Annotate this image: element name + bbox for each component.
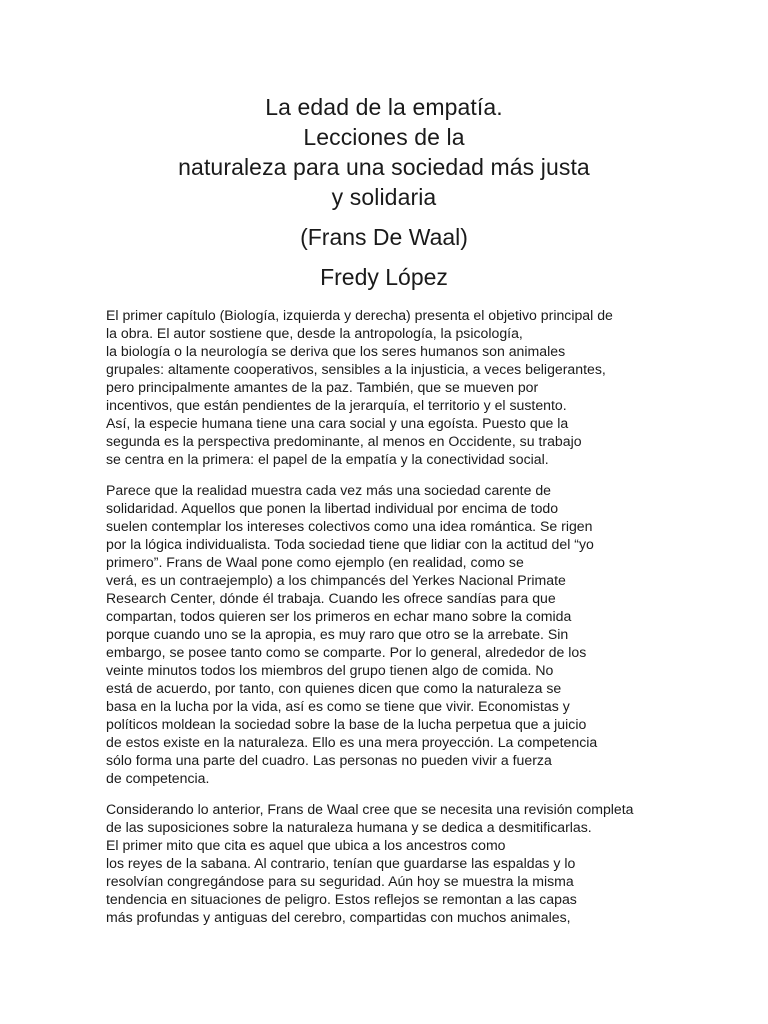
paragraph-line: resolvían congregándose para su seguridad. Aún hoy se muestra la misma <box>106 873 574 889</box>
paragraph-line: de las suposiciones sobre la naturaleza humana y se dedica a desmitificarlas. <box>106 819 592 835</box>
title-line: y solidaria <box>331 184 437 210</box>
paragraph-line: suelen contemplar los intereses colectivos como una idea romántica. Se rigen <box>106 518 593 534</box>
paragraph-line: tendencia en situaciones de peligro. Estos reflejos se remontan a las capas <box>106 891 577 907</box>
paragraph-line: de competencia. <box>106 770 210 786</box>
paragraph-line: se centra en la primera: el papel de la empatía y la conectividad social. <box>106 451 549 467</box>
paragraph-line: incentivos, que están pendientes de la jerarquía, el territorio y el sustento. <box>106 397 567 413</box>
paragraph-line: está de acuerdo, por tanto, con quienes dicen que como la naturaleza se <box>106 680 562 696</box>
paragraph-line: Así, la especie humana tiene una cara social y una egoísta. Puesto que la <box>106 415 569 431</box>
paragraph-line: primero”. Frans de Waal pone como ejemplo (en realidad, como se <box>106 554 524 570</box>
paragraph-line: los reyes de la sabana. Al contrario, tenían que guardarse las espaldas y lo <box>106 855 576 871</box>
paragraph-line: por la lógica individualista. Toda sociedad tiene que lidiar con la actitud del “yo <box>106 536 594 552</box>
title-line: Lecciones de la <box>303 124 465 150</box>
paragraph-line: Considerando lo anterior, Frans de Waal cree que se necesita una revisión completa <box>106 801 634 817</box>
paragraph-line: Parece que la realidad muestra cada vez más una sociedad carente de <box>106 482 552 498</box>
paragraph-line: verá, es un contraejemplo) a los chimpancés del Yerkes Nacional Primate <box>106 572 566 588</box>
title-line: La edad de la empatía. <box>265 94 503 120</box>
paragraph-line: solidaridad. Aquellos que ponen la libertad individual por encima de todo <box>106 500 559 516</box>
body-text <box>106 306 666 939</box>
paragraph <box>106 800 666 926</box>
paragraph-line: segunda es la perspectiva predominante, al menos en Occidente, su trabajo <box>106 433 582 449</box>
paragraph-line: El primer mito que cita es aquel que ubica a los ancestros como <box>106 837 506 853</box>
paragraph-line: Research Center, dónde él trabaja. Cuando les ofrece sandías para que <box>106 590 556 606</box>
paragraph-line: basa en la lucha por la vida, así es como se tiene que vivir. Economistas y <box>106 698 570 714</box>
paragraph-line: porque cuando uno se la apropia, es muy raro que otro se la arrebate. Sin <box>106 626 569 642</box>
paragraph-line: sólo forma una parte del cuadro. Las personas no pueden vivir a fuerza <box>106 752 552 768</box>
paragraph-line: embargo, se posee tanto como se comparte. Por lo general, alrededor de los <box>106 644 587 660</box>
work-author: (Frans De Waal) <box>300 224 468 250</box>
paragraph <box>106 481 666 787</box>
paragraph-line: El primer capítulo (Biología, izquierda y derecha) presenta el objetivo principal de <box>106 307 613 323</box>
paragraph-line: políticos moldean la sociedad sobre la base de la lucha perpetua que a juicio <box>106 716 587 732</box>
byline: Fredy López <box>320 264 448 290</box>
paragraph-line: más profundas y antiguas del cerebro, compartidas con muchos animales, <box>106 909 571 925</box>
title-line: naturaleza para una sociedad más justa <box>178 154 590 180</box>
paragraph <box>106 306 666 468</box>
paragraph-line: la obra. El autor sostiene que, desde la antropología, la psicología, <box>106 325 523 341</box>
paragraph-line: compartan, todos quieren ser los primeros en echar mano sobre la comida <box>106 608 572 624</box>
paragraph-line: veinte minutos todos los miembros del grupo tienen algo de comida. No <box>106 662 554 678</box>
paragraph-line: la biología o la neurología se deriva que los seres humanos son animales <box>106 343 566 359</box>
paragraph-line: grupales: altamente cooperativos, sensibles a la injusticia, a veces beligerantes, <box>106 361 606 377</box>
paragraph-line: de estos existe en la naturaleza. Ello es una mera proyección. La competencia <box>106 734 598 750</box>
paragraph-line: pero principalmente amantes de la paz. También, que se mueven por <box>106 379 539 395</box>
title-block <box>0 92 768 292</box>
